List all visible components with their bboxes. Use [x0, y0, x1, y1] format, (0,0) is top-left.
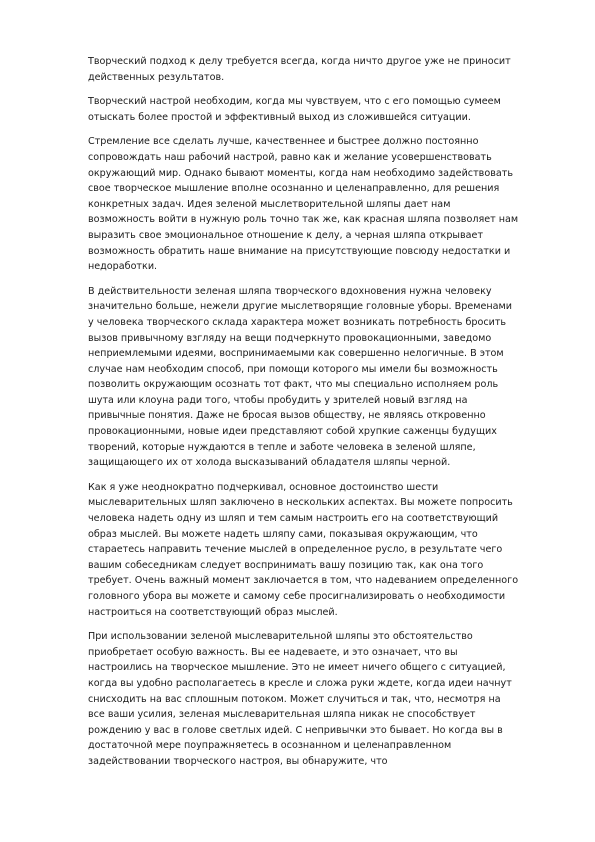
paragraph-6: При использовании зеленой мыслеварительной шляпы это обстоятельство приобретает особую важность. Вы ее надеваете, и это означает, что вы настроились на творческое мышление. Это не имеет ничего общего с ситуацией, когда вы удобно располагаетесь в кресле и сложа руки ждете, когда идеи начнут снисходить на вас сплошным потоком. Может случиться и так, что, несмотря на все ваши усилия, зеленая мыслеварительная шляпа никак не способствует рождению у вас в голове светлых идей. С непривычки это бывает. Но когда вы в достаточной мере поупражняетесь в осознанном и целенаправленном задействовании творческого настроя, вы обнаружите, что [88, 631, 512, 767]
paragraph-2: Творческий настрой необходим, когда мы чувствуем, что с его помощью сумеем отыскать более простой и эффективный выход из сложившейся ситуации. [88, 96, 501, 123]
paragraph-3: Стремление все сделать лучше, качественнее и быстрее должно постоянно сопровождать наш рабочий настрой, равно как и желание усовершенствовать окружающий мир. Однако бывают моменты, когда нам необходимо задействовать свое творческое мышление вполне осознанно и целенаправленно, для решения конкретных задач. Идея зеленой мыслетворительной шляпы дает нам возможность войти в нужную роль точно так же, как красная шляпа позволяет нам выразить свое эмоциональное отношение к делу, а черная шляпа открывает возможность обратить наше внимание на присутствующие повсюду недостатки и недоработки. [88, 136, 519, 273]
paragraph-1: Творческий подход к делу требуется всегда, когда ничто другое уже не приносит действенных результатов. [88, 56, 511, 83]
document-body [88, 54, 520, 779]
paragraph-5: Как я уже неоднократно подчеркивал, основное достоинство шести мыслеварительных шляп заключено в нескольких аспектах. Вы можете попросить человека надеть одну из шляп и тем самым настроить его на соответствующий образ мыслей. Вы можете надеть шляпу сами, показывая окружающим, что стараетесь направить течение мыслей в определенное русло, в результате чего вашим собеседникам следует воспринимать вашу позицию так, как она того требует. Очень важный момент заключается в том, что надеванием определенного головного убора вы можете и самому себе просигнализировать о необходимости настроиться на соответствующий образ мыслей. [88, 481, 519, 618]
paragraph-4: В действительности зеленая шляпа творческого вдохновения нужна человеку значительно больше, нежели другие мыслетворящие головные уборы. Временами у человека творческого склада характера может возникать потребность бросить вызов привычному взгляду на вещи подчеркнуто провокационными, заведомо неприемлемыми идеями, воспринимаемыми как совершенно нелогичные. В этом случае нам необходим способ, при помощи которого мы имели бы возможность позволить окружающим осознать тот факт, что мы специально исполняем роль шута или клоуна ради того, чтобы пробудить у зрителей новый взгляд на привычные понятия. Даже не бросая вызов обществу, не являясь откровенно провокационными, новые идеи представляют собой хрупкие саженцы будущих творений, которые нуждаются в тепле и заботе человека в зеленой шляпе, защищающего их от холода высказываний обладателя шляпы черной. [88, 285, 512, 469]
